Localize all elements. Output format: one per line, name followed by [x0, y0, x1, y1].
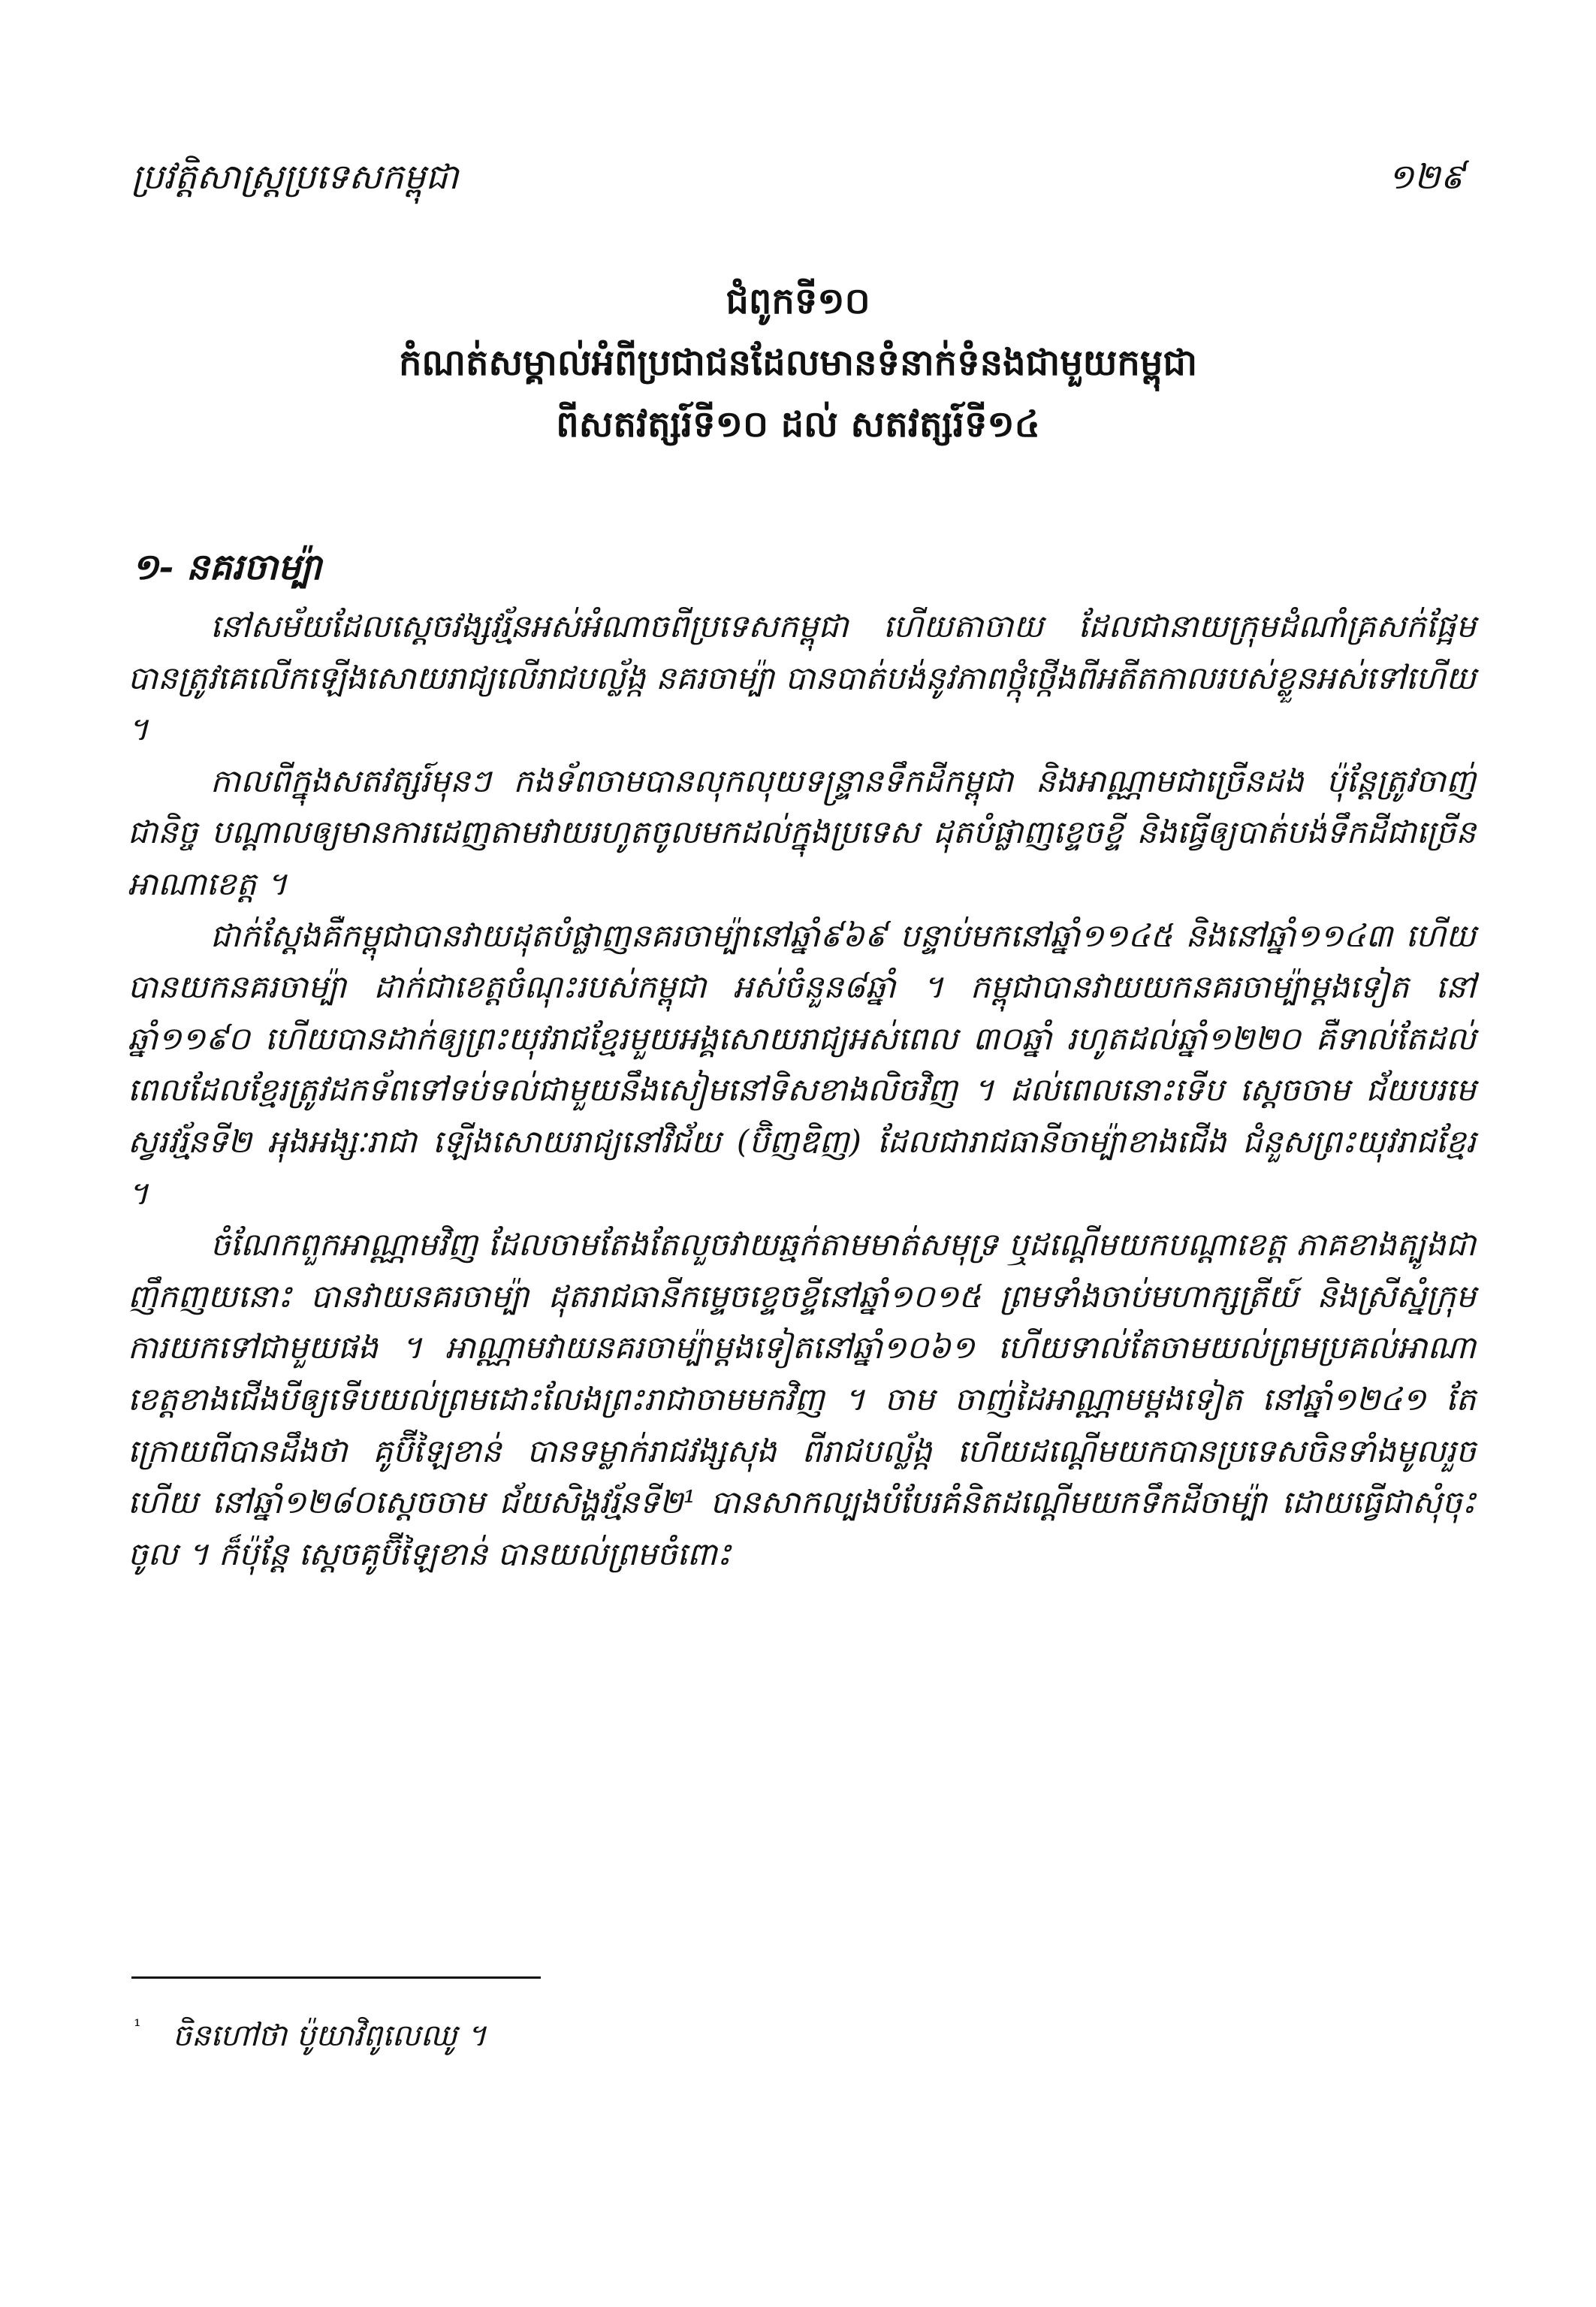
footnote-divider [131, 1976, 541, 1979]
footnote-marker: ¹ [134, 2016, 141, 2037]
chapter-title-line: កំណត់សម្គាល់អំពីប្រជាជនដែលមានទំនាក់ទំនងជាមួយកម្ពុជា [398, 342, 1198, 384]
body-text [128, 601, 1476, 1580]
footnote-text: ចិនហៅថា ប៉ូយាវិពូលេឈូ ។ [172, 2019, 487, 2053]
chapter-title [131, 270, 1465, 455]
chapter-period: ពីសតវត្សរ៍ទី១០ ដល់ សតវត្សរ៍ទី១៤ [556, 403, 1040, 445]
paragraph-3: ជាក់ស្ដែងគឺកម្ពុជាបានវាយដុតបំផ្លាញនគរចាម្ប៉ានៅឆ្នាំ៩៦៩ បន្ទាប់មកនៅឆ្នាំ១១៤៥ និងនៅឆ្នាំ១១៤៣ ហើយបានយកនគរចាម្ប៉ា ដាក់ជាខេត្តចំណុះរបស់កម្ពុជា អស់ចំនួន៨ឆ្នាំ ។ កម្ពុជាបានវាយយកនគរចាម្ប៉ាម្ដងទៀត នៅឆ្នាំ១១៩០ ហើយបានដាក់ឲ្យព្រះយុវរាជខ្មែរមួយអង្គសោយរាជ្យអស់ពេល ៣០ឆ្នាំ រហូតដល់ឆ្នាំ១២២០ គឺទាល់តែដល់ពេលដែលខ្មែរត្រូវដកទ័ពទៅទប់ទល់ជាមួយនឹងសៀមនៅទិសខាងលិចវិញ ។ ដល់ពេលនោះទើប ស្ដេចចាម ជ័យបរមេស្វរវរ្ម័នទី២ អុងអង្សៈរាជា ឡើងសោយរាជ្យនៅវិជ័យ (ប៊ិញឌិញ) ដែលជារាជធានីចាម្ប៉ាខាងជើង ជំនួសព្រះយុវរាជខ្មែរ ។ [128, 916, 1476, 1212]
running-title: ប្រវត្តិសាស្ត្រប្រទេសកម្ពុជា [131, 156, 459, 197]
paragraph-2: កាលពីក្នុងសតវត្សរ៍មុនៗ កងទ័ពចាមបានលុកលុយទន្ទ្រានទឹកដីកម្ពុជា និងអាណ្ណាមជាច្រើនដង ប៉ុន្តែត្រូវចាញ់ជានិច្ច បណ្ដាលឲ្យមានការដេញតាមវាយរហូតចូលមកដល់ក្នុងប្រទេស ដុតបំផ្លាញខ្ទេចខ្ទី និងធ្វើឲ្យបាត់បង់ទឹកដីជាច្រើនអាណាខេត្ត ។ [128, 762, 1476, 902]
running-header [131, 154, 1465, 207]
chapter-number: ជំពូកទី១០ [726, 280, 870, 322]
page-number: ១២៩ [1387, 156, 1465, 197]
section-heading: ១- នគរចាម្ប៉ា [131, 546, 322, 588]
paragraph-4: ចំណែកពួកអាណ្ណាមវិញ ដែលចាមតែងតែលួចវាយឆ្មក់តាមមាត់សមុទ្រ ឬដណ្ដើមយកបណ្ដាខេត្ត ភាគខាងត្បូងជាញឹកញយនោះ បានវាយនគរចាម្ប៉ា ដុតរាជធានីកម្ទេចខ្ទេចខ្ទីនៅឆ្នាំ១០១៥ ព្រមទាំងចាប់មហាក្សត្រីយ៍ និងស្រីស្នំក្រុមការយកទៅជាមួយផង ។ អាណ្ណាមវាយនគរចាម្ប៉ាម្ដងទៀតនៅឆ្នាំ១០៦១ ហើយទាល់តែចាមយល់ព្រមប្រគល់អាណាខេត្តខាងជើងបីឲ្យទើបយល់ព្រមដោះលែងព្រះរាជាចាមមកវិញ ។ ចាម ចាញ់ដៃអាណ្ណាមម្ដងទៀត នៅឆ្នាំ១២៤១ តែក្រោយពីបានដឹងថា គូប៊ីឡៃខាន់ បានទម្លាក់រាជវង្សសុង ពីរាជបល្ល័ង្ក ហើយដណ្ដើមយកបានប្រទេសចិនទាំងមូលរួចហើយ នៅឆ្នាំ១២៨០ស្ដេចចាម ជ័យសិង្ហវរ្ម័នទី២¹ បានសាកល្បងបំបែរគំនិតដណ្ដើមយកទឹកដីចាម្ប៉ា ដោយធ្វើជាសុំចុះចូល ។ ក៏ប៉ុន្តែ ស្ដេចគូប៊ីឡៃខាន់ បានយល់ព្រមចំពោះ [128, 1226, 1476, 1572]
footnote [134, 2013, 487, 2058]
paragraph-1: នៅសម័យដែលស្ដេចវង្សវរ្ម័នអស់អំណាចពីប្រទេសកម្ពុជា ហើយតាចាយ ដែលជានាយក្រុមដំណាំគ្រសក់ផ្អែម បានត្រូវគេលើកឡើងសោយរាជ្យលើរាជបល្ល័ង្ក នគរចាម្ប៉ា បានបាត់បង់នូវភាពថ្កុំថ្កើងពីអតីតកាលរបស់ខ្លួនអស់ទៅហើយ ។ [128, 608, 1476, 748]
